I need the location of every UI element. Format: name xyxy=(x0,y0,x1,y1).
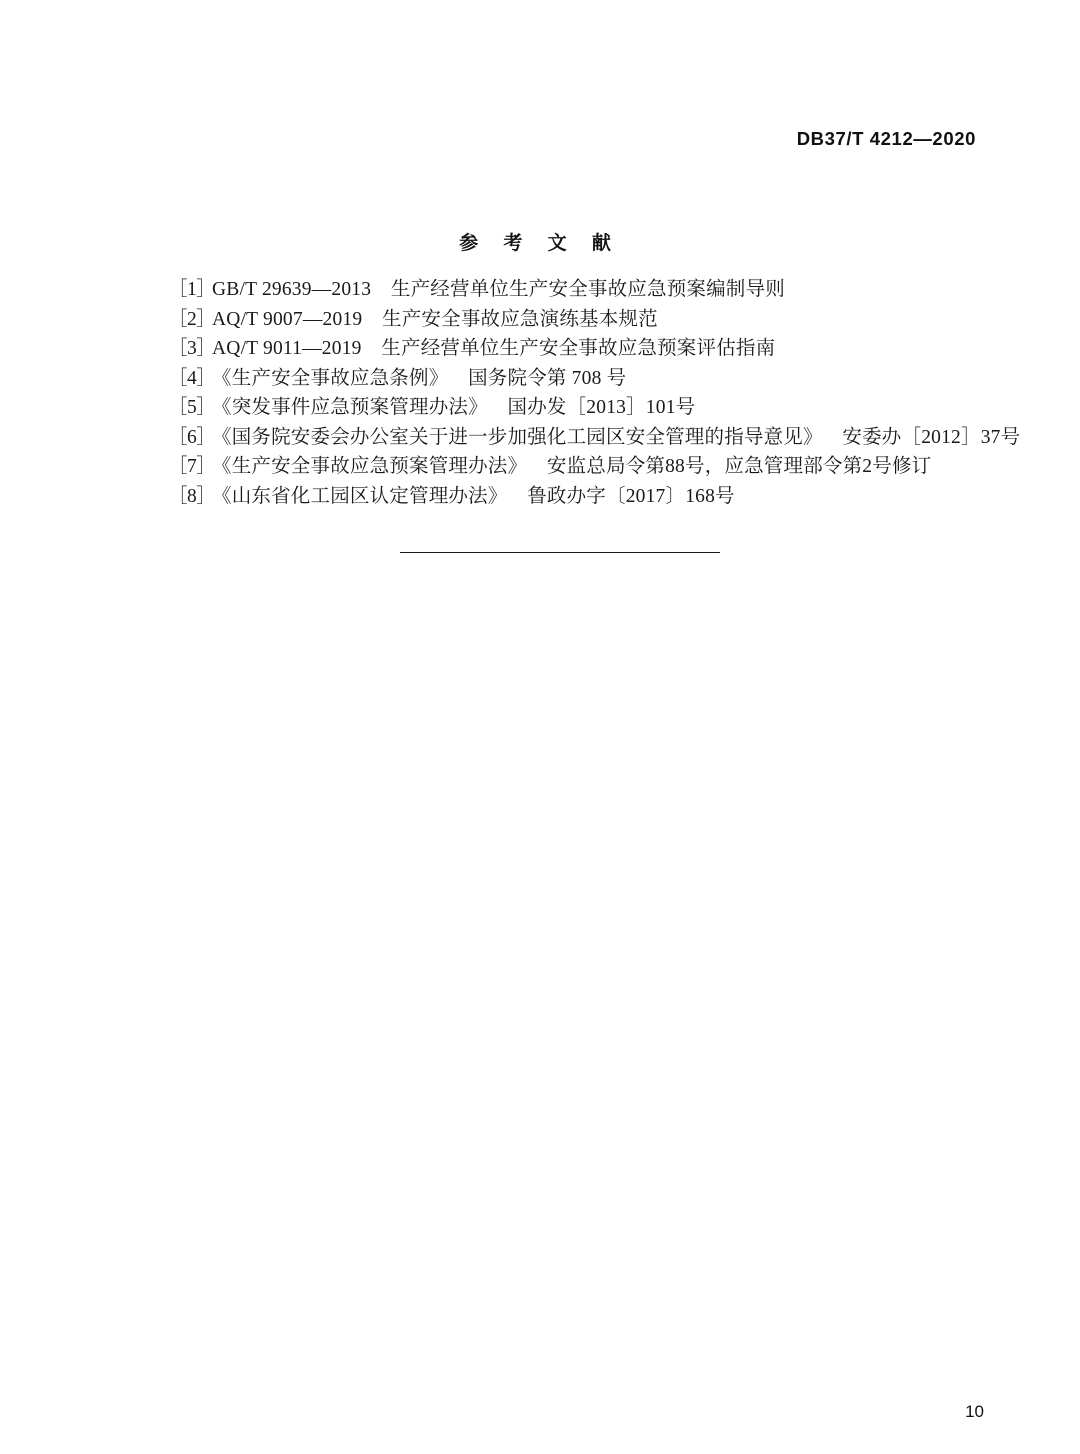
reference-text: 《生产安全事故应急条例》 国务院令第 708 号 xyxy=(212,367,627,389)
reference-number: ［8］ xyxy=(168,485,216,507)
reference-number: ［4］ xyxy=(168,367,216,389)
page-number: 10 xyxy=(965,1402,984,1421)
list-item xyxy=(168,393,998,423)
reference-number: ［1］ xyxy=(168,279,216,300)
list-item xyxy=(168,452,998,482)
reference-number: ［2］ xyxy=(168,308,216,330)
reference-text: AQ/T 9011—2019 生产经营单位生产安全事故应急预案评估指南 xyxy=(212,338,776,359)
reference-text: AQ/T 9007—2019 生产安全事故应急演练基本规范 xyxy=(212,308,658,330)
list-item xyxy=(168,334,998,364)
reference-list xyxy=(168,275,1021,511)
reference-text: 《国务院安委会办公室关于进一步加强化工园区安全管理的指导意见》 安委办［2012］37号 xyxy=(212,426,1021,448)
list-item xyxy=(168,482,998,512)
reference-number: ［6］ xyxy=(168,426,216,448)
reference-text: 《突发事件应急预案管理办法》 国办发［2013］101号 xyxy=(212,397,696,418)
reference-number: ［3］ xyxy=(168,338,216,359)
list-item xyxy=(168,364,998,394)
page-header-standard-code: DB37/T 4212—2020 xyxy=(796,128,976,149)
reference-number: ［7］ xyxy=(168,456,216,477)
reference-text: GB/T 29639—2013 生产经营单位生产安全事故应急预案编制导则 xyxy=(212,279,785,300)
horizontal-divider xyxy=(400,552,720,553)
list-item xyxy=(168,305,998,335)
list-item xyxy=(168,275,998,305)
section-title-references: 参 考 文 献 xyxy=(459,233,621,254)
list-item xyxy=(168,423,1021,453)
reference-number: ［5］ xyxy=(168,397,216,418)
reference-text: 《山东省化工园区认定管理办法》 鲁政办字〔2017〕168号 xyxy=(212,485,735,507)
reference-text: 《生产安全事故应急预案管理办法》 安监总局令第88号，应急管理部令第2号修订 xyxy=(212,456,932,477)
